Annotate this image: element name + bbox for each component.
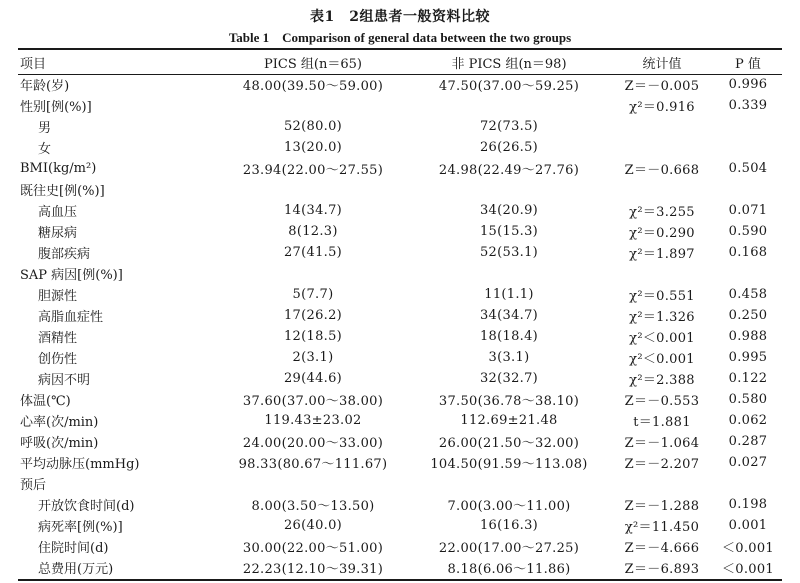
row-label: 酒精性	[38, 331, 78, 346]
header-p-value: P 值	[735, 56, 761, 72]
cell-non-pics	[406, 95, 612, 116]
cell-non-pics: 16(16.3)	[479, 518, 539, 533]
table-row	[18, 557, 784, 578]
table-row	[18, 305, 784, 326]
table-row	[18, 494, 784, 515]
table-row	[18, 515, 784, 536]
cell-pics: 52(80.0)	[283, 119, 343, 134]
cell-pics: 14(34.7)	[283, 203, 343, 218]
row-label: 总费用(万元)	[38, 562, 114, 577]
cell-non-pics: 32(32.7)	[479, 371, 539, 386]
cell-non-pics: 26(26.5)	[479, 140, 539, 155]
row-label: 性别[例(%)]	[20, 100, 92, 115]
header-statistic: 统计值	[642, 56, 682, 72]
cell-statistic: χ²＝11.450	[624, 520, 700, 535]
cell-pics: 23.94(22.00～27.55)	[242, 163, 384, 178]
cell-p-value: 0.580	[728, 392, 768, 407]
table-body	[18, 74, 784, 578]
cell-pics: 48.00(39.50～59.00)	[242, 79, 384, 94]
cell-statistic: χ²＝1.326	[629, 310, 695, 325]
table-row	[18, 200, 784, 221]
cell-non-pics: 3(3.1)	[488, 350, 530, 365]
bottom-rule	[18, 579, 782, 581]
cell-statistic: Z＝－0.553	[624, 394, 700, 409]
cell-p-value: 0.122	[728, 371, 768, 386]
cell-non-pics: 37.50(36.78～38.10)	[438, 394, 580, 409]
cell-p-value	[712, 137, 784, 158]
table-row	[18, 389, 784, 410]
cell-statistic: χ²＝0.916	[629, 100, 695, 115]
row-label: 胆源性	[38, 289, 78, 304]
table-row	[18, 179, 784, 200]
cell-non-pics: 7.00(3.00～11.00)	[447, 499, 571, 514]
cell-statistic	[612, 137, 712, 158]
table-row	[18, 431, 784, 452]
cell-pics: 12(18.5)	[283, 329, 343, 344]
cell-p-value: 0.250	[728, 308, 768, 323]
cell-pics	[220, 95, 406, 116]
cell-pics: 29(44.6)	[283, 371, 343, 386]
table-row	[18, 536, 784, 557]
cell-p-value: 0.168	[728, 245, 768, 260]
cell-pics: 5(7.7)	[292, 287, 334, 302]
row-label: 高脂血症性	[38, 310, 104, 325]
cell-non-pics: 34(20.9)	[479, 203, 539, 218]
cell-p-value: 0.996	[728, 77, 768, 92]
cell-statistic: χ²＝3.255	[629, 205, 695, 220]
cell-pics: 13(20.0)	[283, 140, 343, 155]
table-row	[18, 95, 784, 116]
row-label: SAP 病因[例(%)]	[20, 268, 123, 283]
header-row	[18, 50, 784, 74]
cell-p-value	[712, 179, 784, 200]
cell-statistic: Z＝－0.668	[624, 163, 700, 178]
cell-pics: 8(12.3)	[288, 224, 338, 239]
row-label: 既往史[例(%)]	[20, 184, 105, 199]
cell-p-value: ＜0.001	[721, 562, 775, 577]
row-label: 平均动脉压(mmHg)	[20, 457, 140, 472]
cell-pics: 27(41.5)	[283, 245, 343, 260]
comparison-table	[18, 50, 784, 578]
cell-non-pics: 22.00(17.00～27.25)	[438, 541, 580, 556]
cell-pics: 8.00(3.50～13.50)	[251, 499, 375, 514]
row-label: 糖尿病	[38, 226, 78, 241]
cell-non-pics: 34(34.7)	[479, 308, 539, 323]
table-row	[18, 326, 784, 347]
cell-non-pics: 112.69±21.48	[460, 413, 558, 428]
cell-non-pics: 15(15.3)	[479, 224, 539, 239]
cell-statistic	[612, 473, 712, 494]
cell-statistic: χ²＝2.388	[629, 373, 695, 388]
cell-statistic: χ²＝0.551	[629, 289, 695, 304]
table-row	[18, 158, 784, 179]
cell-pics: 2(3.1)	[292, 350, 334, 365]
cell-p-value: 0.001	[728, 518, 768, 533]
header-pics-group: PICS 组(n＝65)	[264, 56, 362, 72]
row-label: 病死率[例(%)]	[38, 520, 123, 535]
cell-statistic: Z＝－1.064	[624, 436, 700, 451]
row-label: 高血压	[38, 205, 78, 220]
row-label: 年龄(岁)	[20, 79, 70, 94]
cell-p-value: 0.339	[728, 98, 768, 113]
cell-pics: 119.43±23.02	[264, 413, 362, 428]
table-row	[18, 410, 784, 431]
cell-non-pics: 26.00(21.50～32.00)	[438, 436, 580, 451]
row-label: 呼吸(次/min)	[20, 436, 99, 451]
cell-p-value: 0.504	[728, 161, 768, 176]
cell-statistic: Z＝－4.666	[624, 541, 700, 556]
cell-statistic	[612, 179, 712, 200]
cell-p-value	[712, 473, 784, 494]
table-row	[18, 452, 784, 473]
cell-statistic: χ²＝1.897	[629, 247, 695, 262]
cell-non-pics: 11(1.1)	[484, 287, 534, 302]
cell-non-pics: 52(53.1)	[479, 245, 539, 260]
cell-non-pics	[406, 179, 612, 200]
cell-p-value: 0.287	[728, 434, 768, 449]
table-row	[18, 263, 784, 284]
cell-non-pics: 24.98(22.49～27.76)	[438, 163, 580, 178]
cell-p-value: 0.071	[728, 203, 768, 218]
cell-statistic: χ²＜0.001	[629, 331, 695, 346]
cell-p-value: 0.988	[728, 329, 768, 344]
table-row	[18, 116, 784, 137]
cell-pics	[220, 473, 406, 494]
row-label: 创伤性	[38, 352, 78, 367]
table-row	[18, 347, 784, 368]
cell-statistic: Z＝－1.288	[624, 499, 700, 514]
cell-statistic: χ²＝0.290	[629, 226, 695, 241]
row-label: 体温(℃)	[20, 394, 71, 409]
cell-p-value: ＜0.001	[721, 541, 775, 556]
cell-p-value: 0.062	[728, 413, 768, 428]
cell-pics: 22.23(12.10～39.31)	[242, 562, 384, 577]
cell-non-pics: 104.50(91.59～113.08)	[430, 457, 588, 472]
cell-statistic	[612, 263, 712, 284]
cell-statistic: t＝1.881	[633, 415, 691, 430]
cell-p-value	[712, 263, 784, 284]
row-label: 女	[38, 142, 52, 157]
cell-non-pics	[406, 263, 612, 284]
table-row	[18, 137, 784, 158]
cell-statistic: Z＝－0.005	[624, 79, 700, 94]
cell-non-pics	[406, 473, 612, 494]
cell-pics: 98.33(80.67～111.67)	[238, 457, 388, 472]
table-row	[18, 74, 784, 95]
cell-non-pics: 72(73.5)	[479, 119, 539, 134]
cell-pics: 24.00(20.00～33.00)	[242, 436, 384, 451]
cell-p-value: 0.995	[728, 350, 768, 365]
row-label: 男	[38, 121, 52, 136]
header-non-pics-group: 非 PICS 组(n＝98)	[451, 56, 567, 72]
cell-non-pics: 47.50(37.00～59.25)	[438, 79, 580, 94]
row-label: 住院时间(d)	[38, 541, 109, 556]
cell-statistic: Z＝－2.207	[624, 457, 700, 472]
cell-p-value: 0.198	[728, 497, 768, 512]
cell-statistic: Z＝－6.893	[624, 562, 700, 577]
cell-pics: 37.60(37.00～38.00)	[242, 394, 384, 409]
table-row	[18, 221, 784, 242]
cell-pics	[220, 179, 406, 200]
cell-statistic: χ²＜0.001	[629, 352, 695, 367]
cell-p-value: 0.590	[728, 224, 768, 239]
header-item: 项目	[20, 56, 47, 72]
row-label: 开放饮食时间(d)	[38, 499, 135, 514]
table-row	[18, 284, 784, 305]
row-label: 腹部疾病	[38, 247, 91, 262]
table-row	[18, 473, 784, 494]
cell-statistic	[612, 116, 712, 137]
cell-pics: 26(40.0)	[283, 518, 343, 533]
row-label: 预后	[20, 478, 47, 493]
cell-pics: 30.00(22.00～51.00)	[242, 541, 384, 556]
row-label: 病因不明	[38, 373, 91, 388]
row-label: BMI(kg/m²)	[20, 161, 97, 176]
cell-p-value: 0.458	[728, 287, 768, 302]
row-label: 心率(次/min)	[20, 415, 99, 430]
cell-non-pics: 18(18.4)	[479, 329, 539, 344]
cell-p-value: 0.027	[728, 455, 768, 470]
cell-pics	[220, 263, 406, 284]
table-row	[18, 368, 784, 389]
cell-non-pics: 8.18(6.06～11.86)	[447, 562, 571, 577]
table-title-cn: 表1 2组患者一般资料比较	[310, 9, 490, 25]
cell-p-value	[712, 116, 784, 137]
cell-pics: 17(26.2)	[283, 308, 343, 323]
table-title-en: Table 1 Comparison of general data between the two groups	[228, 30, 572, 45]
table-row	[18, 242, 784, 263]
